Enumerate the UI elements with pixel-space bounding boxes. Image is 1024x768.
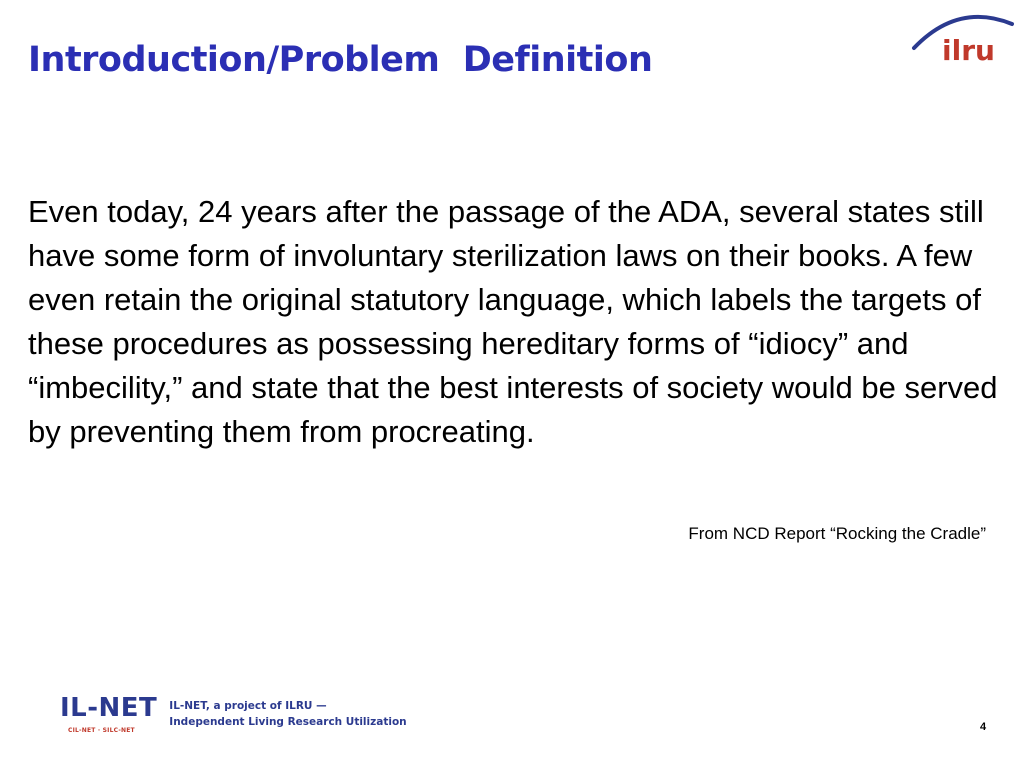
footer-caption — [169, 698, 406, 730]
logo-text: ilru — [942, 34, 995, 67]
footer-line-2: Independent Living Research Utilization — [169, 716, 407, 728]
citation: From NCD Report “Rocking the Cradle” — [688, 524, 986, 543]
page-number: 4 — [980, 721, 987, 733]
slide-title: Introduction/Problem Definition — [28, 40, 653, 80]
footer — [60, 694, 407, 734]
body-paragraph: Even today, 24 years after the passage of the ADA, several states still have some form of involuntary sterilization laws on their books. A few even retain the original statutory language, which labels the targets of these procedures as possessing hereditary forms of “idiocy” and “imbecility,” and state that the best interests of society would be served by preventing them from procreating. — [28, 194, 998, 449]
ilnet-logo-subtext: CIL-NET · SILC-NET — [68, 727, 135, 734]
footer-line-1: IL-NET, a project of ILRU — — [169, 700, 327, 712]
ilru-logo — [908, 8, 1016, 70]
ilnet-logo — [60, 694, 157, 734]
ilru-logo-graphic — [908, 8, 1016, 70]
ilnet-logo-text: IL-NET — [60, 693, 158, 723]
